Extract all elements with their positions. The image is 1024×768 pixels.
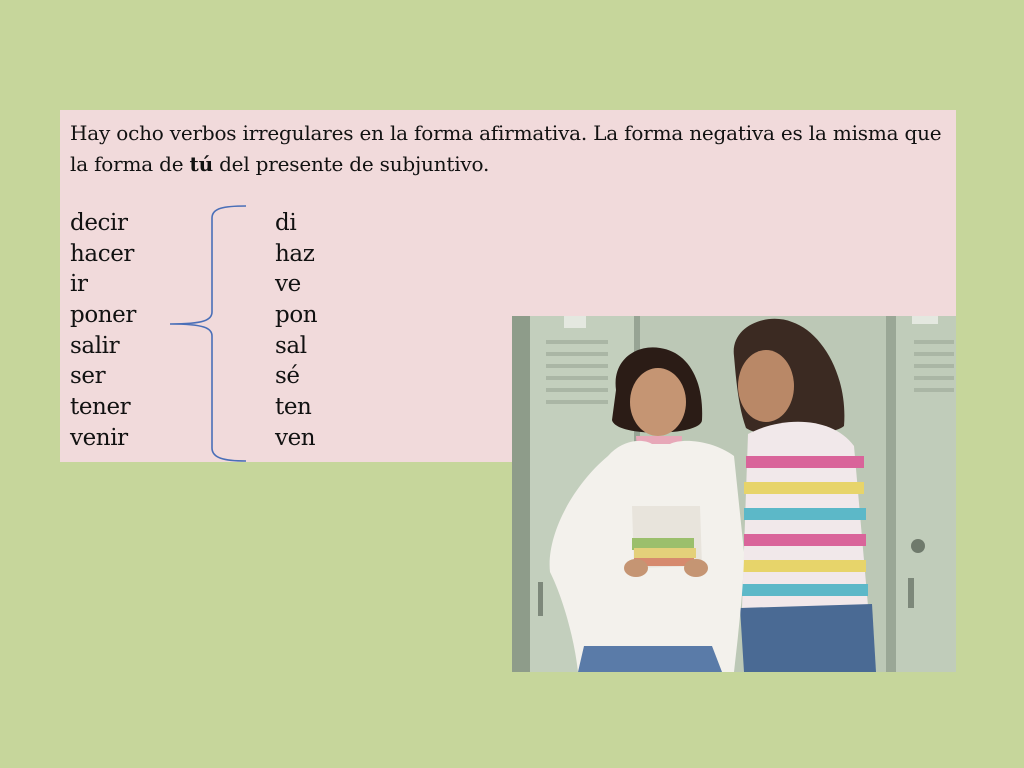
verb-imperative: ven [275,424,316,451]
verb-imperative: ve [275,271,301,298]
verb-infinitive: ir [70,271,88,298]
verb-infinitive: hacer [70,240,135,267]
verb-infinitive: venir [70,424,128,451]
verb-infinitive: ser [70,363,106,390]
verb-imperative: pon [275,302,318,329]
verb-imperative: haz [275,240,315,267]
verb-imperative: ten [275,394,312,421]
verb-imperative: di [275,210,297,236]
verb-imperative: sé [275,363,300,390]
intro-paragraph [70,118,950,180]
students-photo [512,316,956,672]
verb-infinitive: tener [70,394,131,421]
intro-text-part2: del presente de subjuntivo. [212,152,490,176]
intro-text-part1: Hay ocho verbos irregulares en la forma afirmativa. La forma negativa es la misma que la forma de [70,121,942,176]
verb-infinitive: decir [70,210,128,236]
intro-text-bold: tú [189,152,213,176]
verb-infinitive: salir [70,332,120,359]
verb-imperative: sal [275,332,307,359]
verb-infinitive: poner [70,302,136,329]
curly-brace-icon [164,204,254,466]
